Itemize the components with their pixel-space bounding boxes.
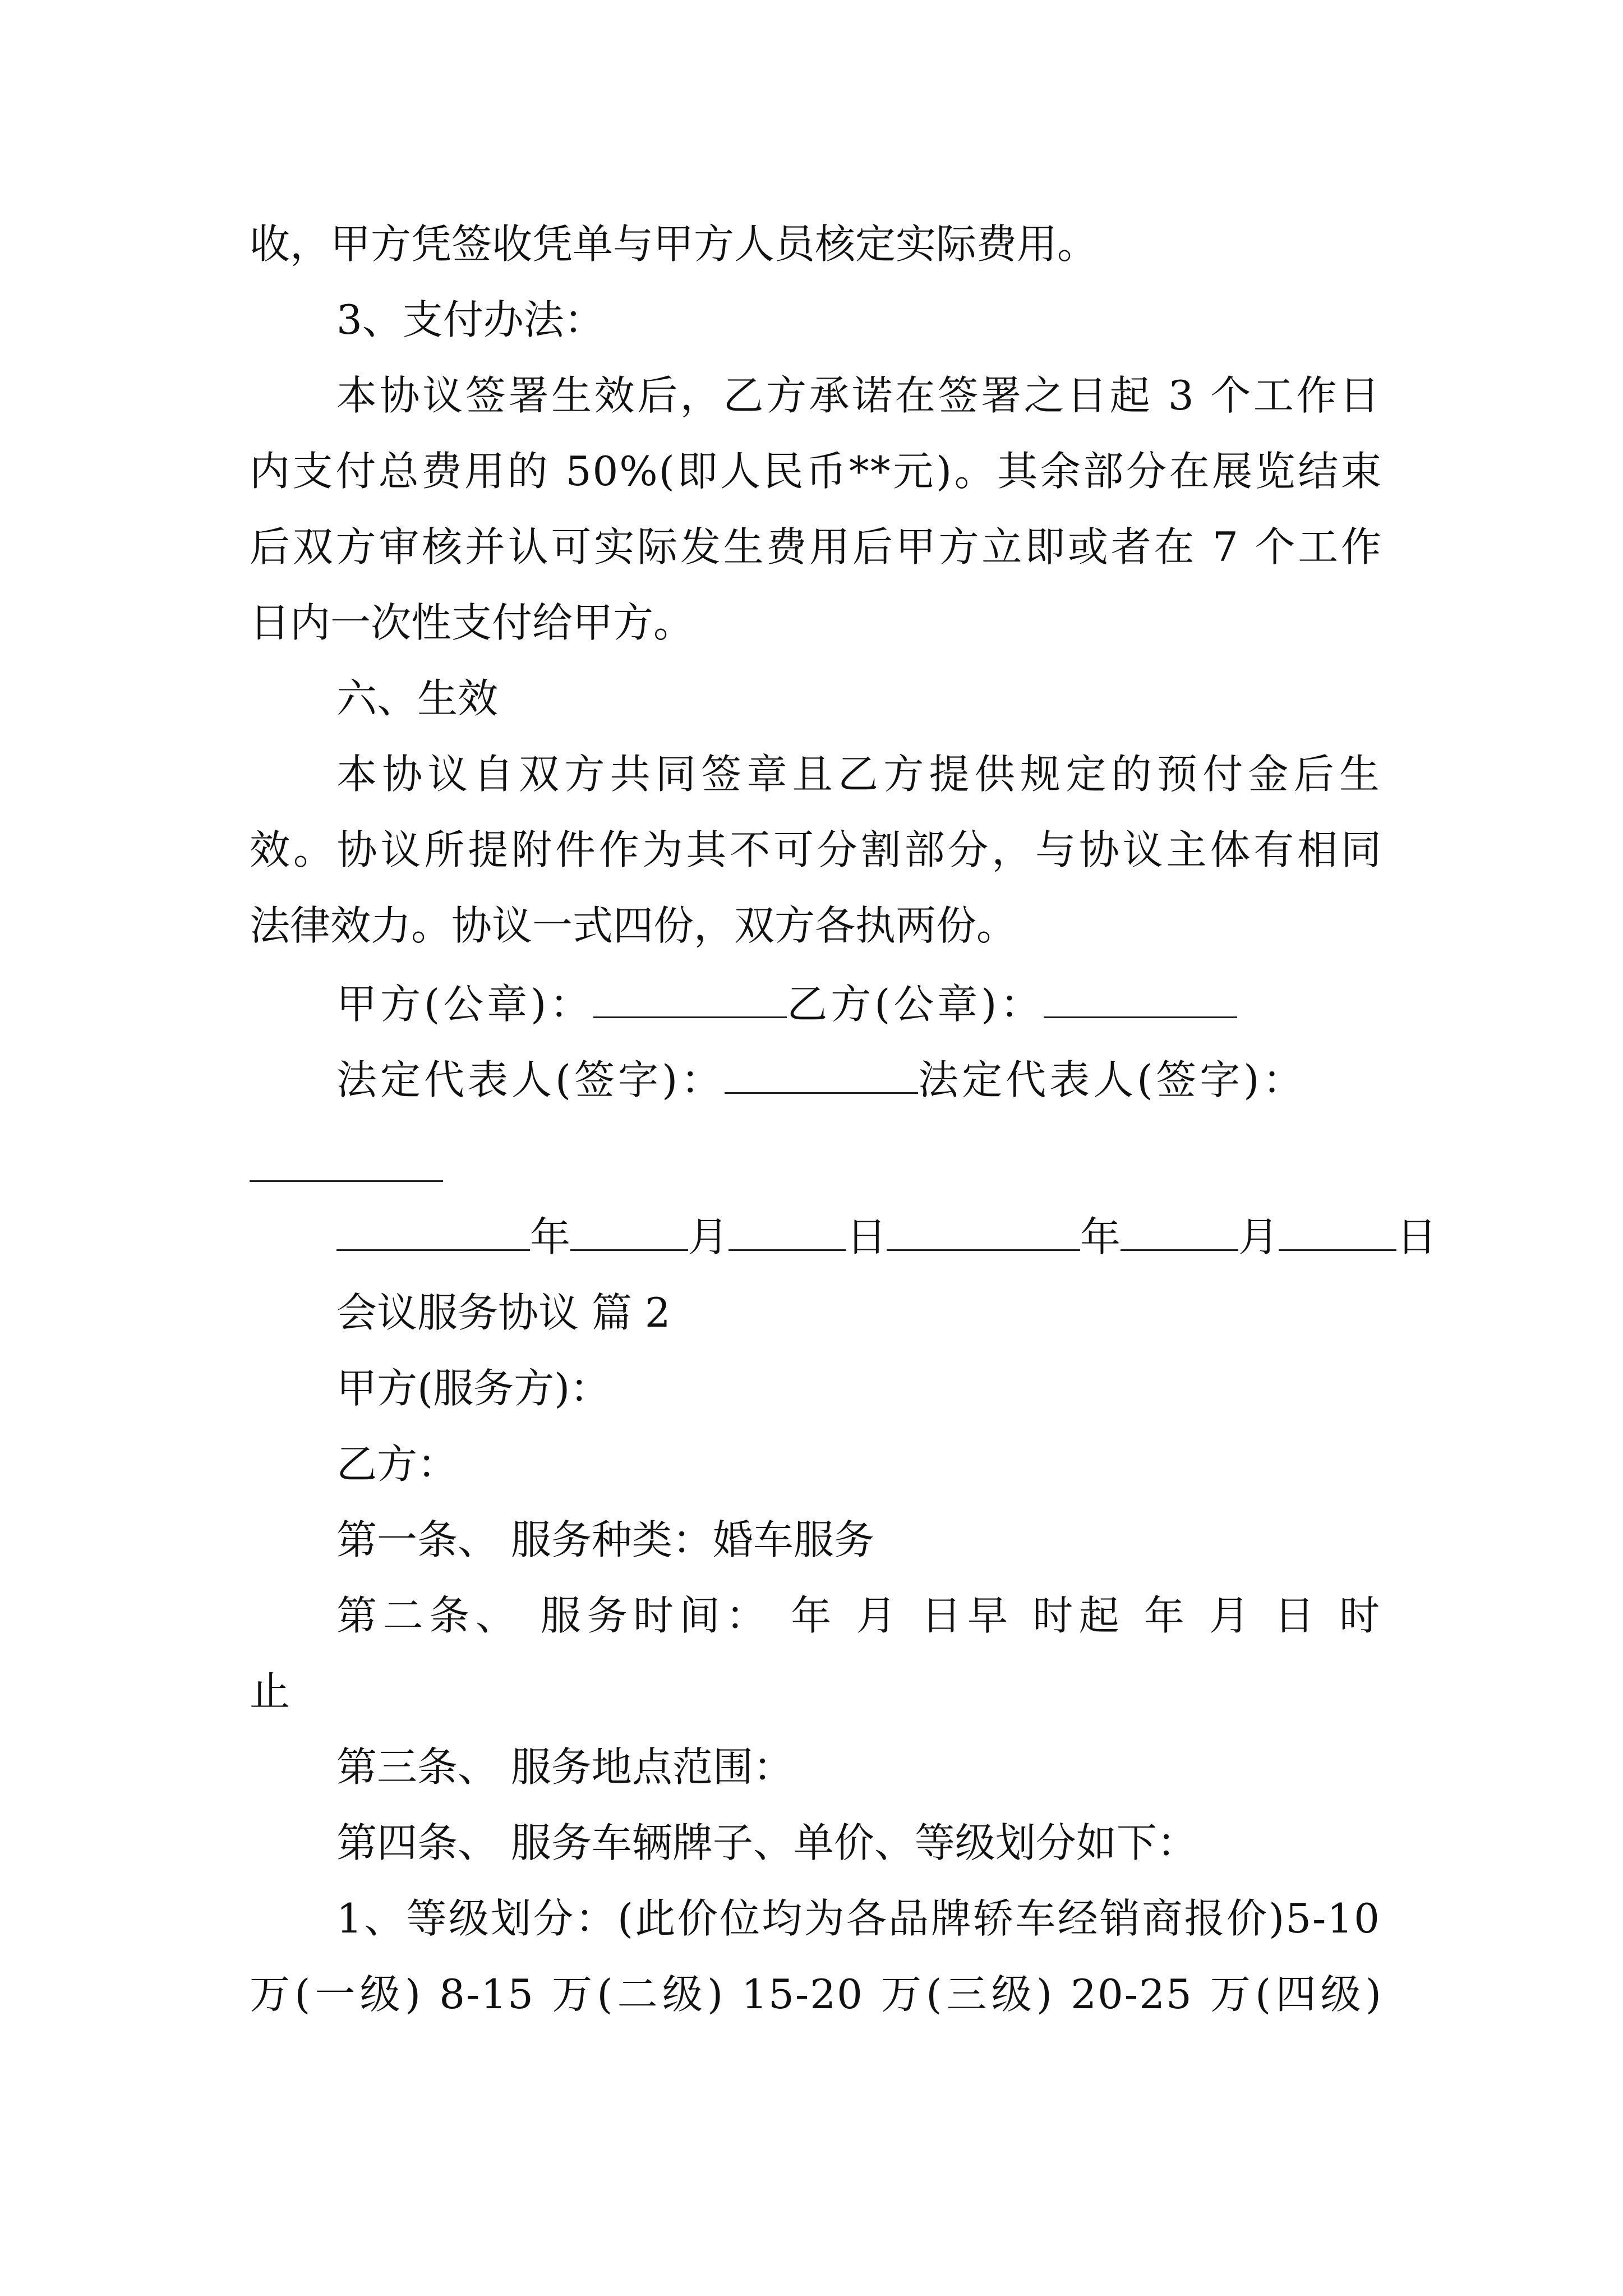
year-label: 年 [1080,1213,1121,1260]
paragraph-line: 本协议签署生效后，乙方承诺在签署之日起 3 个工作日 [336,372,1381,419]
day-label: 日 [1396,1213,1437,1260]
month-label: 月 [688,1213,729,1260]
year-blank-a[interactable] [336,1216,530,1251]
year-blank-b[interactable] [887,1216,1080,1251]
section-heading: 3、支付办法： [336,296,605,343]
article-3: 第三条、 服务地点范围： [336,1743,794,1791]
paragraph-line: 日内一次性支付给甲方。 [250,599,694,646]
section2-party-a: 甲方(服务方)： [336,1365,611,1412]
paragraph-line: 收，甲方凭签收凭单与甲方人员核定实际费用。 [250,220,1098,268]
date-row [336,1212,1437,1262]
year-label: 年 [530,1213,571,1260]
legal-rep-b-blank[interactable] [250,1180,443,1182]
paragraph-line: 内支付总费用的 50%(即人民币**元)。其余部分在展览结束 [250,448,1382,495]
paragraph-line: 法律效力。协议一式四份，双方各执两份。 [250,902,1017,949]
section-heading: 六、生效 [336,675,499,722]
item-1: 1、等级划分：(此价位均为各品牌轿车经销商报价)5-10 [336,1895,1381,1942]
paragraph-line: 效。协议所提附件作为其不可分割部分，与协议主体有相同 [250,826,1382,873]
day-blank-b[interactable] [1279,1216,1396,1251]
party-a-seal-blank[interactable] [593,983,787,1018]
article-4: 第四条、 服务车辆牌子、单价、等级划分如下： [336,1819,1197,1866]
item-1-continuation: 万(一级) 8-15 万(二级) 15-20 万(三级) 20-25 万(四级) [250,1971,1382,2018]
month-blank-a[interactable] [570,1216,688,1251]
month-label: 月 [1238,1213,1279,1260]
article-2-continuation: 止 [250,1668,291,1715]
month-blank-b[interactable] [1121,1216,1238,1251]
party-a-seal-label: 甲方(公章)： [336,981,594,1028]
paragraph-line: 后双方审核并认可实际发生费用后甲方立即或者在 7 个工作 [250,523,1382,570]
day-blank-a[interactable] [728,1216,846,1251]
legal-rep-row [336,1055,1306,1105]
section2-title: 会议服务协议 篇 2 [336,1289,671,1336]
seal-row [336,979,1237,1029]
paragraph-line: 本协议自双方共同签章且乙方提供规定的预付金后生 [336,751,1381,798]
legal-rep-a-blank[interactable] [725,1059,918,1094]
article-1: 第一条、 服务种类：婚车服务 [336,1516,874,1563]
day-label: 日 [846,1213,887,1260]
article-2: 第二条、 服务时间： 年 月 日早 时起 年 月 日 时 [336,1592,1381,1639]
section2-party-b: 乙方： [336,1441,458,1488]
legal-rep-a-label: 法定代表人(签字)： [336,1056,725,1103]
party-b-seal-blank[interactable] [1044,983,1237,1018]
party-b-seal-label: 乙方(公章)： [787,981,1044,1028]
legal-rep-b-label: 法定代表人(签字)： [918,1056,1307,1103]
